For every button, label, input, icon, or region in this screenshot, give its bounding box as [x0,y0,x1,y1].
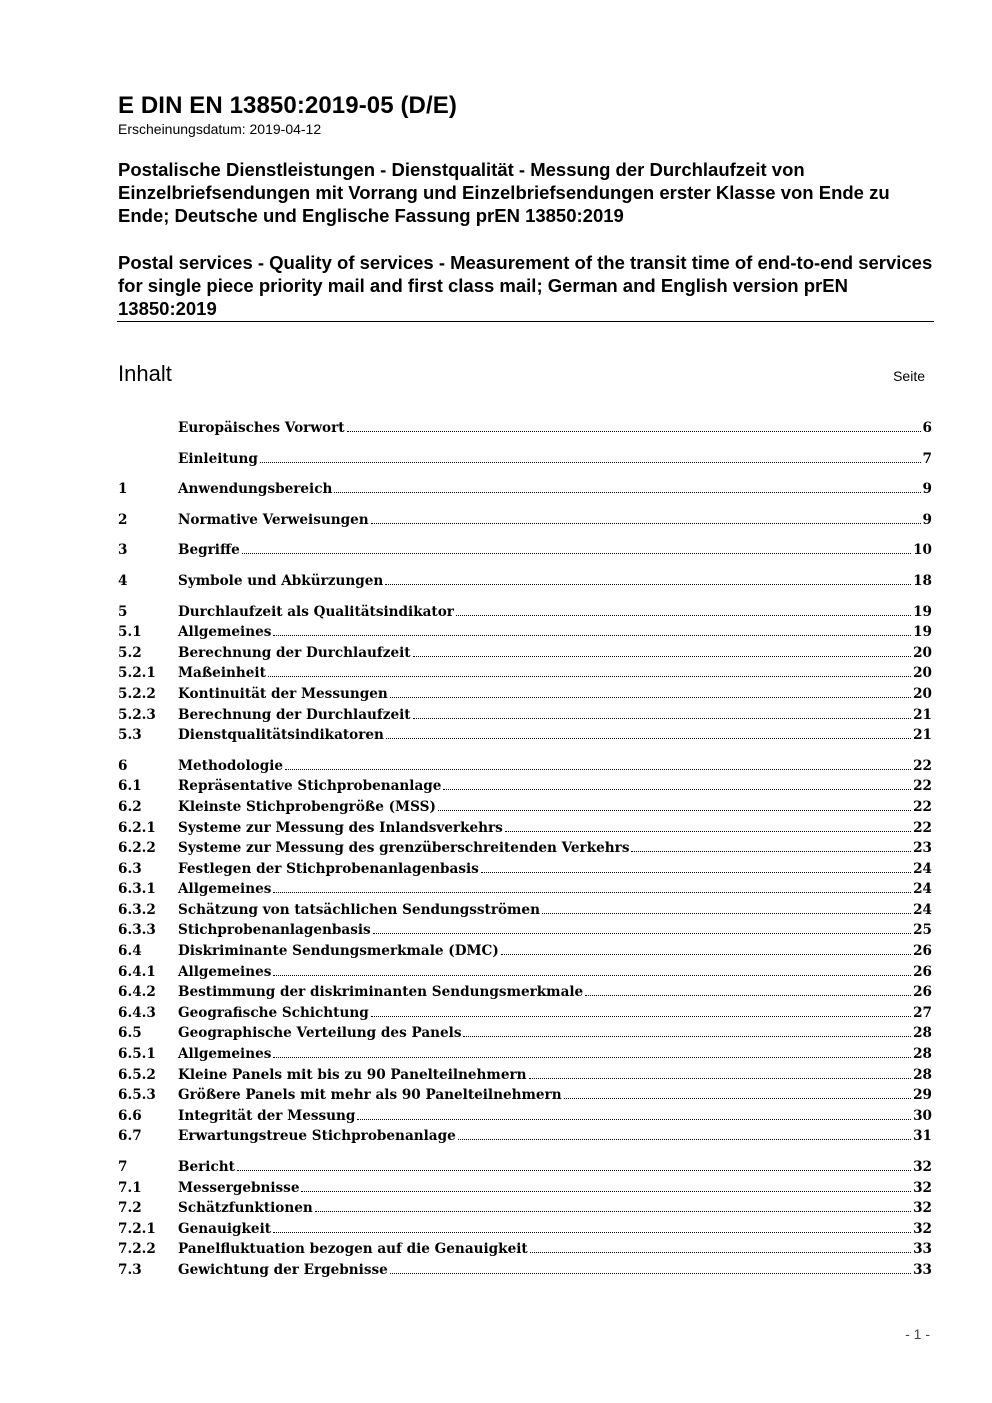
toc-entry[interactable] [118,725,932,746]
toc-leader [334,492,920,493]
toc-entry[interactable] [118,1157,932,1178]
toc-leader [542,913,911,914]
toc-leader [260,462,921,463]
toc-entry-number: 7.2 [118,1200,142,1217]
toc-entry-page: 24 [913,901,932,918]
toc-entry[interactable] [118,1239,932,1260]
toc-entry[interactable] [118,920,932,941]
toc-entry-number: 6.3.3 [118,922,156,939]
toc-entry-page: 22 [913,819,932,836]
toc-leader [501,954,911,955]
toc-entry[interactable] [118,1085,932,1106]
toc-entry-number: 6.4.3 [118,1004,156,1021]
toc-entry-title: Anwendungsbereich [178,481,333,498]
toc-entry-page: 30 [913,1107,932,1124]
toc-entry-number: 1 [118,481,128,498]
toc-entry-page: 21 [913,727,932,744]
toc-entry-number: 6.2.2 [118,840,156,857]
toc-entry-page: 20 [913,644,932,661]
toc-entry[interactable] [118,1126,932,1147]
title-divider [117,321,934,322]
toc-entry-number: 3 [118,542,128,559]
toc-leader [438,810,911,811]
toc-entry-number: 5.1 [118,624,142,641]
toc-entry-title: Kontinuität der Messungen [178,685,388,702]
toc-entry-title: Allgemeines [178,1046,272,1063]
toc-entry[interactable] [118,941,932,962]
toc-leader [458,1139,911,1140]
toc-entry-page: 10 [913,542,932,559]
toc-entry-number: 5.2.3 [118,706,156,723]
toc-entry-number: 5.2.1 [118,665,156,682]
toc-entry[interactable] [118,1106,932,1127]
toc-entry-page: 26 [913,943,932,960]
toc-entry-number: 6.3.2 [118,901,156,918]
toc-entry-title: Schätzfunktionen [178,1200,313,1217]
toc-entry-page: 28 [913,1046,932,1063]
toc-entry-page: 24 [913,860,932,877]
toc-entry-number: 6.2 [118,798,142,815]
toc-entry-number: 6.3.1 [118,881,156,898]
toc-leader [481,872,911,873]
toc-entry-number: 7.3 [118,1261,142,1278]
toc-entry[interactable] [118,859,932,880]
toc-entry[interactable] [118,1065,932,1086]
toc-leader [529,1078,912,1079]
toc-leader [631,851,911,852]
toc-entry-page: 32 [913,1220,932,1237]
toc-entry-page: 21 [913,706,932,723]
toc-entry-page: 26 [913,984,932,1001]
toc-entry-page: 25 [913,922,932,939]
toc-entry-number: 4 [118,572,128,589]
toc-entry-title: Stichprobenanlagenbasis [178,922,371,939]
toc-entry-number: 2 [118,511,128,528]
toc-entry[interactable] [118,1044,932,1065]
toc-entry-title: Begriffe [178,542,240,559]
document-id: E DIN EN 13850:2019-05 (D/E) [118,92,457,119]
toc-leader [373,933,911,934]
toc-entry-number: 6.5.2 [118,1066,156,1083]
toc-entry-page: 32 [913,1159,932,1175]
toc-entry[interactable] [118,663,932,684]
toc-leader [273,635,911,636]
toc-entry-page: 19 [913,603,932,620]
toc-entry[interactable] [118,1023,932,1044]
toc-entry[interactable] [118,1219,932,1240]
toc-entry-page: 22 [913,798,932,815]
toc-leader [390,697,911,698]
toc-entry-number: 6.4.2 [118,984,156,1001]
toc-leader [585,995,911,996]
toc-entry[interactable] [118,797,932,818]
toc-leader [273,975,911,976]
toc-entry-number: 5 [118,603,128,620]
toc-entry-page: 22 [913,757,932,774]
toc-entry-page: 27 [913,1004,932,1021]
toc-entry-page: 7 [922,450,932,467]
page-number: - 1 - [905,1326,930,1342]
toc-entry-title: Allgemeines [178,963,272,980]
toc-entry-page: 22 [913,778,932,795]
toc-leader [530,1252,911,1253]
toc-leader [386,738,911,739]
toc-entry-title: Einleitung [178,450,258,467]
toc-leader [285,769,911,770]
toc-entry-page: 33 [913,1241,932,1258]
toc-entry[interactable] [118,838,932,859]
toc-entry[interactable] [118,900,932,921]
toc-entry-title: Dienstqualitätsindikatoren [178,727,384,744]
toc-entry[interactable] [118,982,932,1003]
toc-entry[interactable] [118,643,932,664]
toc-entry-title: Erwartungstreue Stichprobenanlage [178,1128,456,1145]
toc-entry-page: 9 [922,481,932,498]
toc-entry-title: Berechnung der Durchlaufzeit [178,644,411,661]
toc-entry-title: Bestimmung der diskriminanten Sendungsmerkmale [178,984,584,1001]
toc-entry-title: Größere Panels mit mehr als 90 Panelteilnehmern [178,1087,562,1104]
toc-entry[interactable] [118,1178,932,1199]
toc-leader [505,831,911,832]
toc-entry[interactable] [118,879,932,900]
toc-entry-page: 6 [922,420,932,436]
toc-entry-number: 7.2.1 [118,1220,156,1237]
toc-entry-title: Diskriminante Sendungsmerkmale (DMC) [178,943,499,960]
toc-entry-page: 9 [922,511,932,528]
toc-entry[interactable] [118,602,932,623]
toc-leader [413,718,912,719]
toc-entry-title: Systeme zur Messung des Inlandsverkehrs [178,819,503,836]
table-of-contents [118,418,932,1281]
toc-entry-number: 5.2.2 [118,685,156,702]
toc-entry[interactable] [118,418,932,439]
toc-entry-title: Geographische Verteilung des Panels [178,1025,462,1042]
toc-entry-page: 20 [913,665,932,682]
toc-heading: Inhalt [118,361,172,386]
toc-entry-title: Normative Verweisungen [178,511,369,528]
toc-entry-title: Kleinste Stichprobengröße (MSS) [178,798,436,815]
toc-entry-title: Durchlaufzeit als Qualitätsindikator [178,603,454,620]
toc-entry-page: 18 [913,572,932,589]
toc-leader [273,1057,911,1058]
toc-entry-page: 32 [913,1200,932,1217]
toc-entry-title: Symbole und Abkürzungen [178,572,384,589]
toc-entry-number: 6.5.3 [118,1087,156,1104]
toc-entry-page: 29 [913,1087,932,1104]
toc-entry-title: Kleine Panels mit bis zu 90 Panelteilnehmern [178,1066,527,1083]
toc-entry-number: 6.4 [118,943,142,960]
toc-entry-number: 6.2.1 [118,819,156,836]
toc-leader [443,789,911,790]
toc-entry-title: Gewichtung der Ergebnisse [178,1261,388,1278]
toc-entry[interactable] [118,1003,932,1024]
toc-entry-page: 24 [913,881,932,898]
toc-entry-number: 7 [118,1159,128,1175]
toc-entry[interactable] [118,540,932,561]
toc-leader [237,1170,911,1171]
publication-date: Erscheinungsdatum: 2019-04-12 [118,121,322,137]
toc-entry-page: 23 [913,840,932,857]
toc-entry[interactable] [118,818,932,839]
toc-entry[interactable] [118,776,932,797]
toc-entry-title: Repräsentative Stichprobenanlage [178,778,442,795]
toc-entry[interactable] [118,756,932,777]
toc-entry[interactable] [118,479,932,500]
toc-entry-title: Berechnung der Durchlaufzeit [178,706,411,723]
toc-entry-number: 6.3 [118,860,142,877]
toc-leader [385,584,911,585]
toc-entry-page: 31 [913,1128,932,1145]
toc-entry-number: 6.5 [118,1025,142,1042]
toc-leader [347,431,921,432]
toc-leader [463,1036,911,1037]
toc-entry[interactable] [118,962,932,983]
toc-entry-title: Allgemeines [178,624,272,641]
toc-entry-page: 28 [913,1025,932,1042]
toc-entry-title: Festlegen der Stichprobenanlagenbasis [178,860,479,877]
title-english: Postal services - Quality of services - Measurement of the transit time of end-to-end services for single piece priority mail and first class mail; German and English version prEN 13850:2019 [118,252,933,319]
toc-leader [315,1211,911,1212]
toc-entry-title: Systeme zur Messung des grenzüberschreitenden Verkehrs [178,840,630,857]
toc-leader [371,1016,911,1017]
toc-entry[interactable] [118,510,932,531]
toc-entry[interactable] [118,684,932,705]
toc-leader [268,676,911,677]
toc-entry[interactable] [118,705,932,726]
toc-leader [390,1273,911,1274]
toc-entry-number: 7.2.2 [118,1241,156,1258]
toc-entry-number: 5.2 [118,644,142,661]
toc-entry[interactable] [118,1198,932,1219]
toc-leader [564,1098,911,1099]
toc-entry-page: 20 [913,685,932,702]
toc-entry-page: 32 [913,1179,932,1196]
toc-leader [242,553,911,554]
toc-entry-page: 28 [913,1066,932,1083]
toc-leader [456,615,911,616]
toc-entry[interactable] [118,571,932,592]
toc-entry-number: 6 [118,757,128,774]
toc-entry-title: Europäisches Vorwort [178,420,345,436]
toc-entry-number: 6.5.1 [118,1046,156,1063]
toc-entry-title: Schätzung von tatsächlichen Sendungsströmen [178,901,540,918]
toc-leader [273,1232,911,1233]
toc-entry[interactable] [118,622,932,643]
toc-leader [273,892,911,893]
toc-entry-number: 7.1 [118,1179,142,1196]
toc-entry-number: 6.6 [118,1107,142,1124]
toc-entry-number: 6.4.1 [118,963,156,980]
toc-entry-title: Allgemeines [178,881,272,898]
toc-entry-title: Panelfluktuation bezogen auf die Genauigkeit [178,1241,528,1258]
toc-entry-title: Messergebnisse [178,1179,300,1196]
toc-entry-title: Bericht [178,1159,235,1175]
toc-entry-number: 6.1 [118,778,142,795]
toc-leader [301,1191,911,1192]
title-german: Postalische Dienstleistungen - Dienstqualität - Messung der Durchlaufzeit von Einzelbriefsendungen mit Vorrang und Einzelbriefsendungen erster Klasse von Ende zu Ende; Deutsche und Englische Fassung prEN 13850:2019 [118,159,890,226]
toc-entry-number: 6.7 [118,1128,142,1145]
toc-entry-page: 26 [913,963,932,980]
toc-entry[interactable] [118,1260,932,1281]
toc-page-label: Seite [893,368,925,384]
toc-leader [371,523,921,524]
toc-entry-title: Genauigkeit [178,1220,272,1237]
toc-entry[interactable] [118,449,932,470]
toc-entry-title: Maßeinheit [178,665,266,682]
toc-leader [357,1119,911,1120]
toc-leader [413,656,912,657]
toc-entry-title: Methodologie [178,757,284,774]
toc-entry-number: 5.3 [118,727,142,744]
toc-entry-page: 19 [913,624,932,641]
toc-entry-title: Integrität der Messung [178,1107,356,1124]
toc-entry-title: Geografische Schichtung [178,1004,369,1021]
toc-entry-page: 33 [913,1261,932,1278]
